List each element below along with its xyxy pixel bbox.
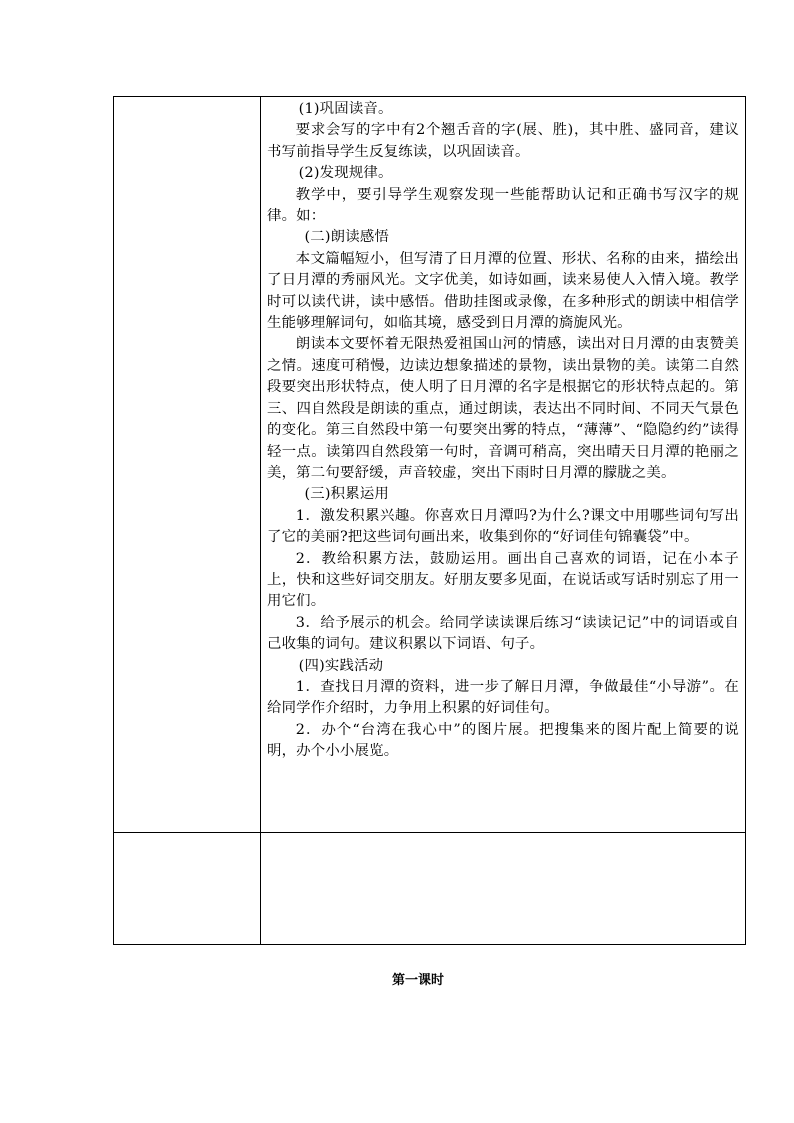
paragraph-accumulate-3: 3．给予展示的机会。给同学读读课后练习“读读记记”中的词语或自己收集的词句。建议积累以下词语、句子。 (267, 614, 739, 653)
paragraph-reading-guidance: 朗读本文要怀着无限热爱祖国山河的情感，读出对日月潭的由衷赞美之情。速度可稍慢，边读边想象描述的景物，读出景物的美。读第二自然段要突出形状特点，使人明了日月潭的名字是根据它的形状特点起的。第三、四自然段是朗读的重点，通过朗读，表达出不同时间、不同天气景色的变化。第三自然段中第一句要突出雾的特点，“薄薄”、“隐隐约约”读得轻一点。读第四自然段第一句时，音调可稍高，突出晴天日月潭的艳丽之美，第二句要舒缓，声音较虚，突出下雨时日月潭的朦胧之美。 (267, 336, 739, 481)
heading-practice-activities: (四)实践活动 (298, 657, 384, 674)
lesson-plan-table (113, 96, 746, 945)
heading-reading-comprehension: (二)朗读感悟 (304, 229, 390, 246)
table-row (114, 97, 746, 833)
right-cell-empty (261, 833, 746, 945)
paragraph-rules-guidance: 教学中，要引导学生观察发现一些能帮助认记和正确书写汉字的规律。如： (267, 186, 739, 225)
paragraph-practice-2: 2．办个“台湾在我心中”的图片展。把搜集来的图片配上简要的说明，办个小小展览。 (267, 721, 739, 760)
paragraph-accumulate-2: 2．教给积累方法，鼓励运用。画出自己喜欢的词语，记在小本子上，快和这些好词交朋友。好朋友要多见面，在说话或写话时别忘了用一用它们。 (267, 550, 739, 610)
paragraph-practice-1: 1．查找日月潭的资料，进一步了解日月潭，争做最佳“小导游”。在给同学作介绍时，力争用上积累的好词佳句。 (267, 678, 739, 717)
paragraph-text-overview: 本文篇幅短小，但写清了日月潭的位置、形状、名称的由来，描绘出了日月潭的秀丽风光。文字优美，如诗如画，读来易使人入情入境。教学时可以读代讲，读中感悟。借助挂图或录像，在多种形式的朗读中相信学生能够理解词句，如临其境，感受到日月潭的旖旎风光。 (267, 250, 739, 332)
left-cell-empty (114, 97, 261, 833)
lesson-title: 第一课时 (391, 973, 444, 988)
paragraph-retroflex-note: 要求会写的字中有2个翘舌音的字(展、胜)，其中胜、盛同音，建议书写前指导学生反复练读，以巩固读音。 (267, 122, 739, 160)
paragraph-accumulate-1: 1．激发积累兴趣。你喜欢日月潭吗?为什么?课文中用哪些词句写出了它的美丽?把这些词句画出来，收集到你的“好词佳句锦囊袋”中。 (267, 507, 739, 546)
teaching-content (261, 97, 745, 763)
content-cell (261, 97, 746, 833)
table-row (114, 833, 746, 945)
left-cell-empty (114, 833, 261, 945)
paragraph-consolidate-pronunciation: (1)巩固读音。 (298, 101, 393, 117)
paragraph-discover-rules: (2)发现规律。 (298, 165, 393, 182)
heading-accumulate-apply: (三)积累运用 (304, 486, 390, 503)
